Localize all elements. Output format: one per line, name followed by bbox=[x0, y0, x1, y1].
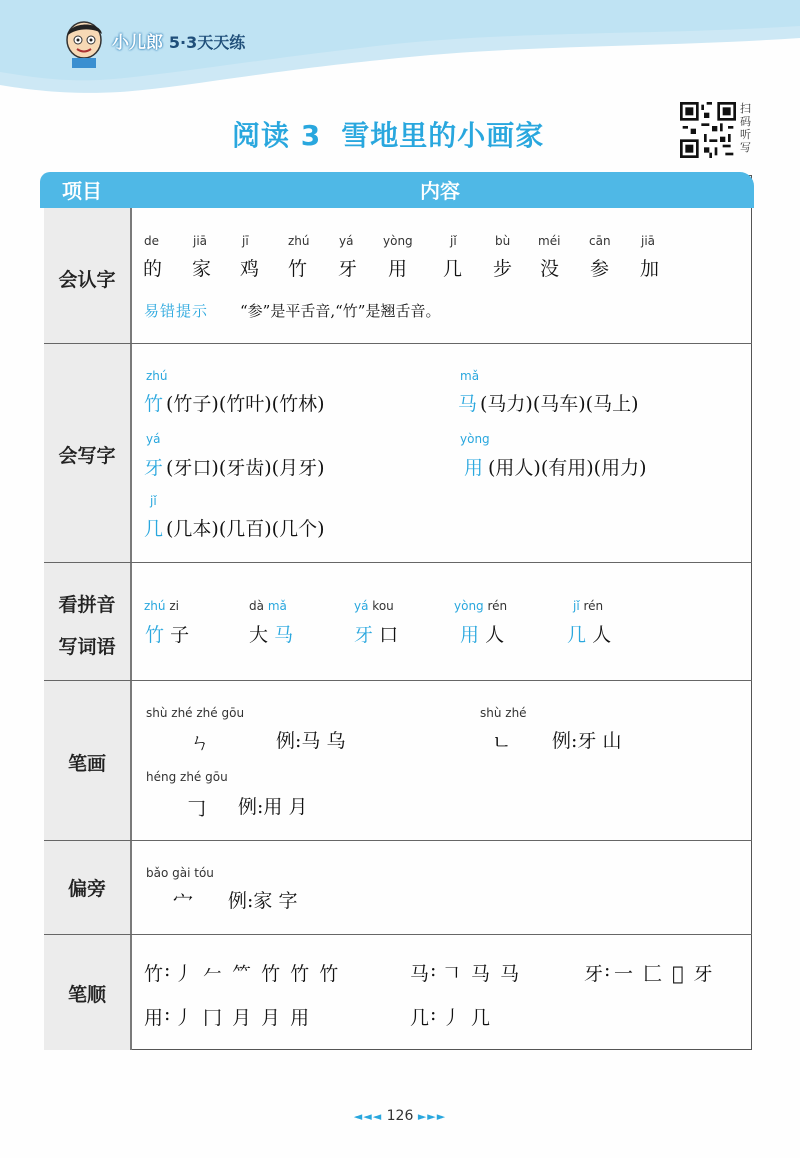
write-words: (牙口)(牙齿)(月牙) bbox=[166, 457, 325, 479]
word bbox=[567, 620, 611, 647]
pinyin: méi bbox=[538, 234, 561, 248]
order-sequence: 𠃍 马 马 bbox=[442, 963, 522, 985]
prev-arrows-icon: ◄◄◄ bbox=[353, 1110, 383, 1123]
colon: : bbox=[430, 1003, 437, 1025]
hanzi: 步 bbox=[493, 258, 513, 280]
word-char: 几 bbox=[567, 624, 587, 646]
word-char: 大 bbox=[249, 624, 269, 646]
hanzi: 参 bbox=[590, 258, 610, 280]
pinyin: mǎ bbox=[460, 369, 480, 383]
radical-pinyin: bǎo gài tóu bbox=[146, 866, 214, 880]
write-words: (竹子)(竹叶)(竹林) bbox=[166, 393, 325, 415]
pinyin: jǐ bbox=[450, 234, 457, 248]
row-divider bbox=[44, 562, 752, 563]
pinyin: zhú bbox=[288, 234, 310, 248]
pinyin: bù bbox=[495, 234, 511, 248]
pinyin-blue bbox=[249, 599, 287, 613]
top-banner bbox=[0, 0, 800, 110]
header-content-label: 内容 bbox=[420, 179, 460, 203]
hanzi: 几 bbox=[443, 258, 463, 280]
tip-text: “参”是平舌音,“竹”是翘舌音。 bbox=[240, 302, 441, 320]
pinyin-blue bbox=[573, 599, 603, 613]
pinyin: yòng bbox=[460, 432, 490, 446]
order-char: 几 bbox=[410, 1007, 430, 1029]
title-number: 阅读 3 bbox=[232, 119, 322, 152]
series-name: 5·3天天练 bbox=[168, 33, 246, 52]
write-words: (马力)(马车)(马上) bbox=[480, 393, 639, 415]
stroke-shape: ㄣ bbox=[190, 730, 210, 754]
order-sequence: 丿 几 bbox=[442, 1007, 493, 1029]
write-char: 几 bbox=[144, 518, 164, 540]
pinyin-part: jǐ bbox=[573, 599, 580, 613]
pinyin-part: rén bbox=[583, 599, 604, 613]
row-divider bbox=[44, 840, 752, 841]
order-char: 马 bbox=[410, 963, 430, 985]
pinyin: de bbox=[144, 234, 159, 248]
order-char: 竹 bbox=[144, 963, 164, 985]
stroke-pinyin: héng zhé gōu bbox=[146, 770, 228, 784]
word-char: 子 bbox=[170, 624, 190, 646]
word bbox=[249, 620, 293, 647]
colon: : bbox=[604, 959, 611, 981]
radical-shape: 宀 bbox=[173, 890, 193, 914]
word bbox=[460, 620, 504, 647]
word-char: 口 bbox=[379, 624, 399, 646]
header-item-label: 项目 bbox=[62, 179, 102, 203]
word-char: 竹 bbox=[145, 624, 165, 646]
row-label-pianpang: 偏旁 bbox=[67, 878, 106, 900]
colon: : bbox=[430, 959, 437, 981]
word-char: 马 bbox=[274, 624, 294, 646]
row-label-bihua: 笔画 bbox=[67, 753, 106, 775]
write-words: (用人)(有用)(用力) bbox=[488, 457, 647, 479]
pinyin: cān bbox=[589, 234, 611, 248]
row-label-xiecivyu: 写词语 bbox=[58, 636, 116, 658]
hanzi: 加 bbox=[640, 258, 660, 280]
pinyin-part: mǎ bbox=[267, 599, 287, 613]
stroke-pinyin: shù zhé bbox=[480, 706, 527, 720]
next-arrows-icon: ►►► bbox=[417, 1110, 447, 1123]
hanzi: 鸡 bbox=[240, 258, 260, 280]
tip-label: 易错提示 bbox=[144, 302, 209, 320]
brand-name: 小儿郎 bbox=[112, 33, 163, 53]
order-sequence: 丿 𠂉 ⺮ 竹 竹 竹 bbox=[174, 963, 341, 985]
pinyin: yá bbox=[146, 432, 161, 446]
pinyin-blue bbox=[454, 599, 507, 613]
qr-code-icon[interactable] bbox=[680, 102, 736, 158]
row-label-bishun: 笔顺 bbox=[67, 984, 106, 1006]
page-number-bar bbox=[0, 1108, 800, 1124]
order-sequence: 丿 冂 月 月 用 bbox=[174, 1007, 312, 1029]
stroke-pinyin: shù zhé zhé gōu bbox=[146, 706, 245, 720]
hanzi: 没 bbox=[540, 258, 560, 280]
stroke-example: 例:马 乌 bbox=[276, 730, 346, 752]
pinyin-blue bbox=[144, 599, 179, 613]
hanzi: 的 bbox=[143, 258, 163, 280]
scan-label: 扫码听写 bbox=[740, 102, 751, 154]
pinyin-part: kou bbox=[372, 599, 394, 613]
hanzi: 牙 bbox=[338, 258, 358, 280]
word-char: 用 bbox=[460, 624, 480, 646]
row-divider bbox=[44, 680, 752, 681]
word-char: 人 bbox=[485, 624, 505, 646]
pinyin: yá bbox=[339, 234, 354, 248]
colon: : bbox=[164, 1003, 171, 1025]
colon: : bbox=[164, 959, 171, 981]
pinyin: jiā bbox=[641, 234, 656, 248]
pinyin: yòng bbox=[383, 234, 413, 248]
order-sequence: 一 匚 𬼀 牙 bbox=[614, 963, 715, 985]
write-char: 竹 bbox=[144, 393, 164, 415]
row-divider bbox=[44, 343, 752, 344]
word bbox=[354, 620, 398, 647]
pinyin-part: dà bbox=[249, 599, 264, 613]
page-number: 126 bbox=[386, 1108, 414, 1124]
hanzi: 竹 bbox=[288, 258, 308, 280]
pinyin-part: zhú bbox=[144, 599, 166, 613]
stroke-example: 例:牙 山 bbox=[552, 730, 622, 752]
write-words: (几本)(几百)(几个) bbox=[166, 518, 325, 540]
row-label-huirenzi: 会认字 bbox=[58, 269, 116, 291]
pinyin-blue bbox=[354, 599, 394, 613]
hanzi: 用 bbox=[388, 258, 408, 280]
pinyin-part: yòng bbox=[454, 599, 484, 613]
pinyin-part: rén bbox=[487, 599, 508, 613]
write-char: 用 bbox=[464, 457, 484, 479]
order-char: 用 bbox=[144, 1007, 164, 1029]
page-title bbox=[232, 114, 564, 154]
radical-example: 例:家 字 bbox=[228, 890, 298, 912]
pinyin: jǐ bbox=[150, 494, 157, 508]
pinyin-part: yá bbox=[354, 599, 369, 613]
title-text: 雪地里的小画家 bbox=[341, 119, 545, 152]
brand-logo bbox=[112, 28, 245, 53]
mascot-icon bbox=[62, 18, 106, 68]
write-char: 牙 bbox=[144, 457, 164, 479]
row-divider bbox=[44, 934, 752, 935]
stroke-shape: 𠃌 bbox=[186, 796, 206, 820]
pinyin: jiā bbox=[193, 234, 208, 248]
write-char: 马 bbox=[458, 393, 478, 415]
pinyin: zhú bbox=[146, 369, 168, 383]
pinyin-part: zi bbox=[169, 599, 179, 613]
word-char: 人 bbox=[592, 624, 612, 646]
word bbox=[145, 620, 189, 647]
stroke-example: 例:用 月 bbox=[238, 796, 308, 818]
row-label-kanpinyin: 看拼音 bbox=[58, 594, 116, 616]
item-column bbox=[44, 208, 132, 1050]
stroke-shape: ㄴ bbox=[492, 730, 512, 754]
hanzi: 家 bbox=[192, 258, 212, 280]
order-char: 牙 bbox=[584, 963, 604, 985]
word-char: 牙 bbox=[354, 624, 374, 646]
row-label-huixiezi: 会写字 bbox=[58, 445, 116, 467]
pinyin: jī bbox=[242, 234, 249, 248]
